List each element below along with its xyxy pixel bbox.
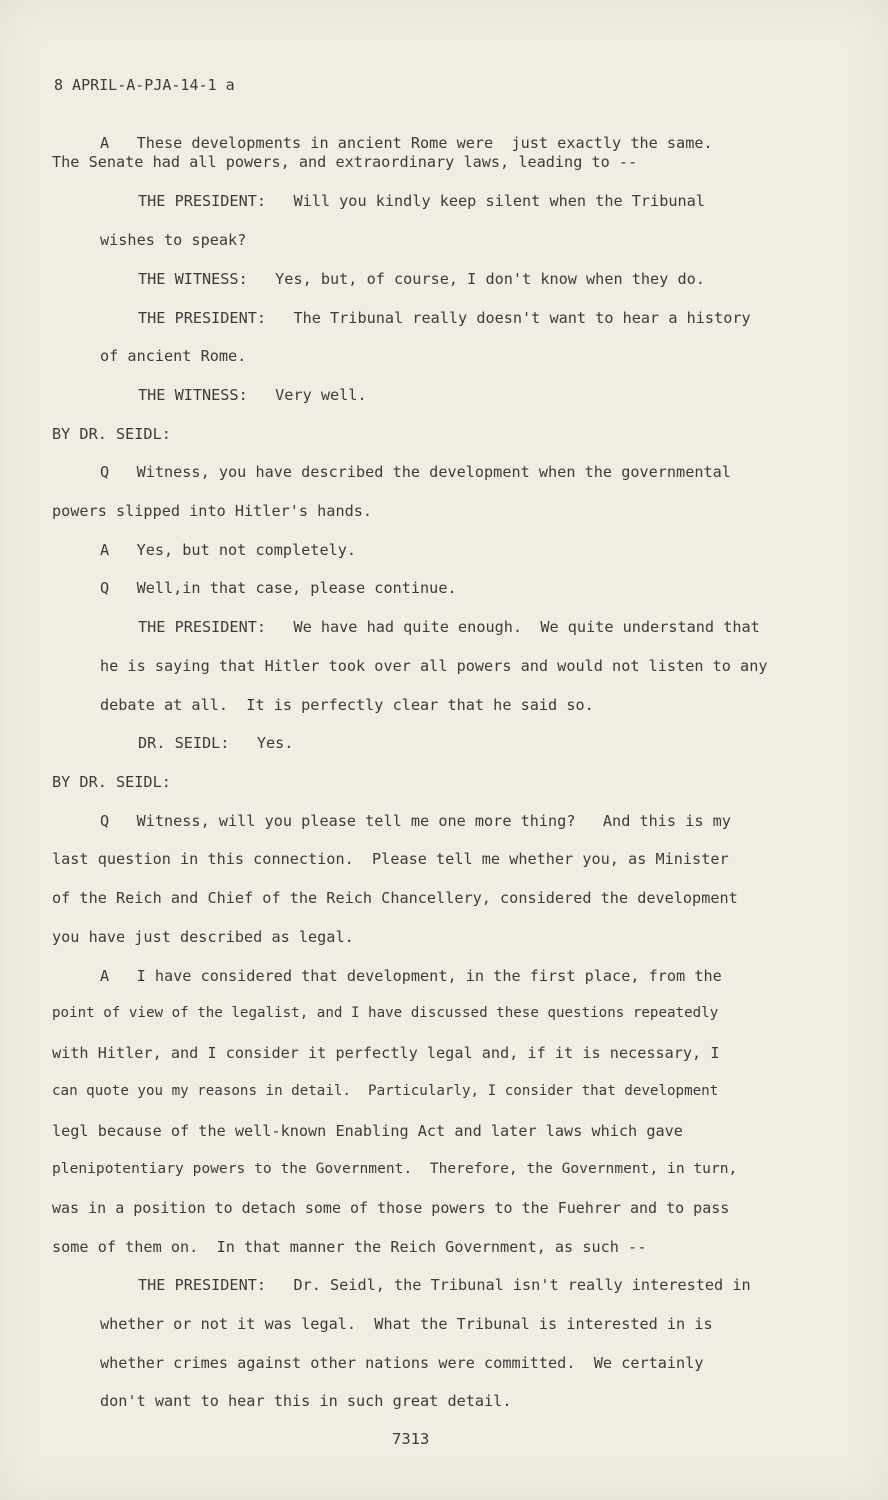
text-line: was in a position to detach some of those powers to the Fuehrer and to pass <box>52 1199 730 1217</box>
text-line: A Yes, but not completely. <box>100 541 357 559</box>
text-line: Q Witness, will you please tell me one more thing? And this is my <box>100 812 731 830</box>
text-line: THE PRESIDENT: Dr. Seidl, the Tribunal isn't really interested in <box>138 1276 751 1294</box>
text-line: point of view of the legalist, and I have discussed these questions repeatedly <box>52 1005 719 1021</box>
text-line: Q Witness, you have described the development when the governmental <box>100 463 731 481</box>
text-line: whether crimes against other nations were committed. We certainly <box>100 1354 704 1372</box>
text-line: THE WITNESS: Very well. <box>138 386 367 404</box>
document-header: 8 APRIL-A-PJA-14-1 a <box>54 76 235 94</box>
text-line: THE PRESIDENT: The Tribunal really doesn't want to hear a history <box>138 309 751 327</box>
text-line: you have just described as legal. <box>52 928 354 946</box>
text-line: with Hitler, and I consider it perfectly legal and, if it is necessary, I <box>52 1044 720 1062</box>
text-line: wishes to speak? <box>100 231 247 249</box>
text-line: THE PRESIDENT: Will you kindly keep silent when the Tribunal <box>138 192 705 210</box>
text-line: legl because of the well-known Enabling Act and later laws which gave <box>52 1122 683 1140</box>
text-line: can quote you my reasons in detail. Particularly, I consider that development <box>52 1083 719 1099</box>
text-line: debate at all. It is perfectly clear that he said so. <box>100 696 594 714</box>
text-line: DR. SEIDL: Yes. <box>138 734 294 752</box>
text-line: plenipotentiary powers to the Government. Therefore, the Government, in turn, <box>52 1160 738 1177</box>
text-line: some of them on. In that manner the Reich Government, as such -- <box>52 1238 647 1256</box>
text-line: A I have considered that development, in the first place, from the <box>100 967 722 985</box>
text-line: A These developments in ancient Rome were just exactly the same. <box>100 134 713 152</box>
text-line: don't want to hear this in such great detail. <box>100 1392 512 1410</box>
page-number: 7313 <box>392 1430 430 1448</box>
text-line: BY DR. SEIDL: <box>52 425 171 443</box>
text-line: THE PRESIDENT: We have had quite enough. We quite understand that <box>138 618 760 636</box>
text-line: of the Reich and Chief of the Reich Chancellery, considered the development <box>52 889 738 907</box>
text-line: The Senate had all powers, and extraordinary laws, leading to -- <box>52 153 638 171</box>
text-line: Q Well,in that case, please continue. <box>100 579 457 597</box>
text-line: THE WITNESS: Yes, but, of course, I don't know when they do. <box>138 270 705 288</box>
text-line: of ancient Rome. <box>100 347 247 365</box>
text-line: he is saying that Hitler took over all powers and would not listen to any <box>100 657 768 675</box>
text-line: powers slipped into Hitler's hands. <box>52 502 373 520</box>
text-line: BY DR. SEIDL: <box>52 773 171 791</box>
text-line: whether or not it was legal. What the Tribunal is interested in is <box>100 1315 713 1333</box>
text-line: last question in this connection. Please tell me whether you, as Minister <box>52 850 729 868</box>
